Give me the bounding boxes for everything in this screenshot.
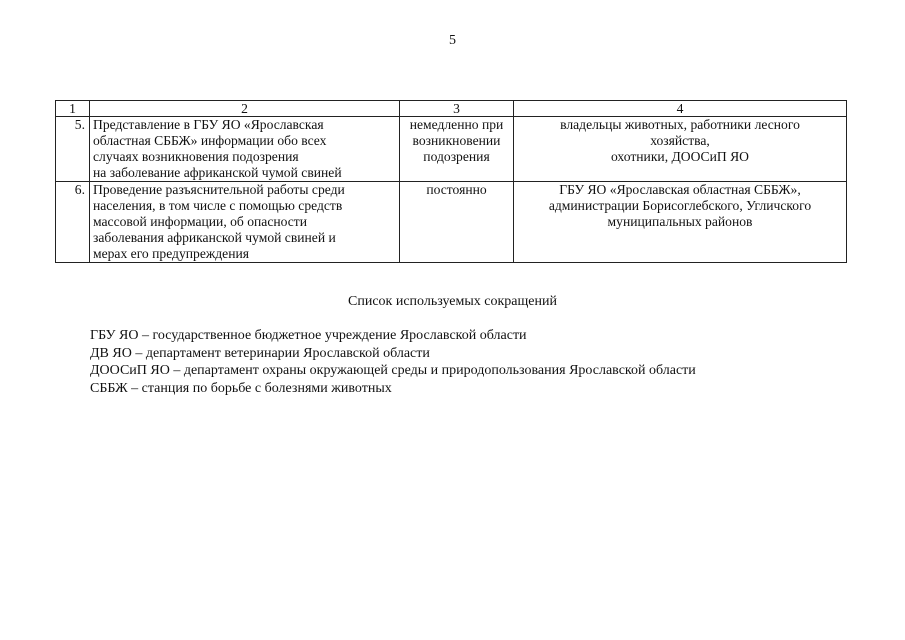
action-line: Представление в ГБУ ЯО «Ярославская: [93, 117, 324, 132]
term-line: постоянно: [426, 182, 487, 197]
action-line: мерах его предупреждения: [93, 246, 250, 261]
action-line: Проведение разъяснительной работы среди: [93, 182, 345, 197]
header-col-2: 2: [90, 101, 400, 117]
table-header-row: [56, 101, 847, 117]
table-row: [56, 182, 847, 263]
abbreviations-list: [90, 327, 696, 398]
header-col-4: 4: [514, 101, 847, 117]
term-line: немедленно при: [409, 117, 504, 132]
abbreviation-item: ДООСиП ЯО – департамент охраны окружающей среды и природопользования Ярославской области: [90, 363, 696, 379]
term-cell: [400, 117, 514, 182]
executors-line: охотники, ДООСиП ЯО: [610, 149, 750, 164]
term-line: возникновении: [412, 133, 501, 148]
action-line: населения, в том числе с помощью средств: [93, 198, 343, 213]
abbreviations-title: Список используемых сокращений: [348, 294, 557, 309]
term-line: подозрения: [423, 149, 490, 164]
header-col-1: 1: [56, 101, 90, 117]
term-cell: [400, 182, 514, 263]
action-line: массовой информации, об опасности: [93, 214, 308, 229]
executors-line: хозяйства,: [650, 133, 710, 148]
executors-cell: [514, 182, 847, 263]
action-cell: [90, 117, 400, 182]
abbreviation-item: ДВ ЯО – департамент ветеринарии Ярославской области: [90, 345, 430, 361]
action-line: случаях возникновения подозрения: [93, 149, 299, 164]
abbreviation-item: ГБУ ЯО – государственное бюджетное учреждение Ярославской области: [90, 328, 527, 343]
action-line: заболевания африканской чумой свиней и: [93, 230, 336, 245]
executors-line: ГБУ ЯО «Ярославская областная СББЖ»,: [559, 182, 801, 197]
page-number: 5: [449, 33, 456, 48]
table-row: [56, 117, 847, 182]
action-cell: [90, 182, 400, 263]
action-line: областная СББЖ» информации обо всех: [93, 133, 327, 148]
action-line: на заболевание африканской чумой свиней: [93, 165, 342, 180]
executors-line: муниципальных районов: [607, 214, 753, 229]
row-number: 6.: [56, 182, 90, 263]
executors-cell: [514, 117, 847, 182]
header-col-3: 3: [400, 101, 514, 117]
measures-table: [55, 100, 847, 263]
row-number: 5.: [56, 117, 90, 182]
executors-line: владельцы животных, работники лесного: [560, 117, 800, 132]
executors-line: администрации Борисоглебского, Угличского: [548, 198, 812, 213]
abbreviation-item: СББЖ – станция по борьбе с болезнями животных: [90, 381, 392, 397]
